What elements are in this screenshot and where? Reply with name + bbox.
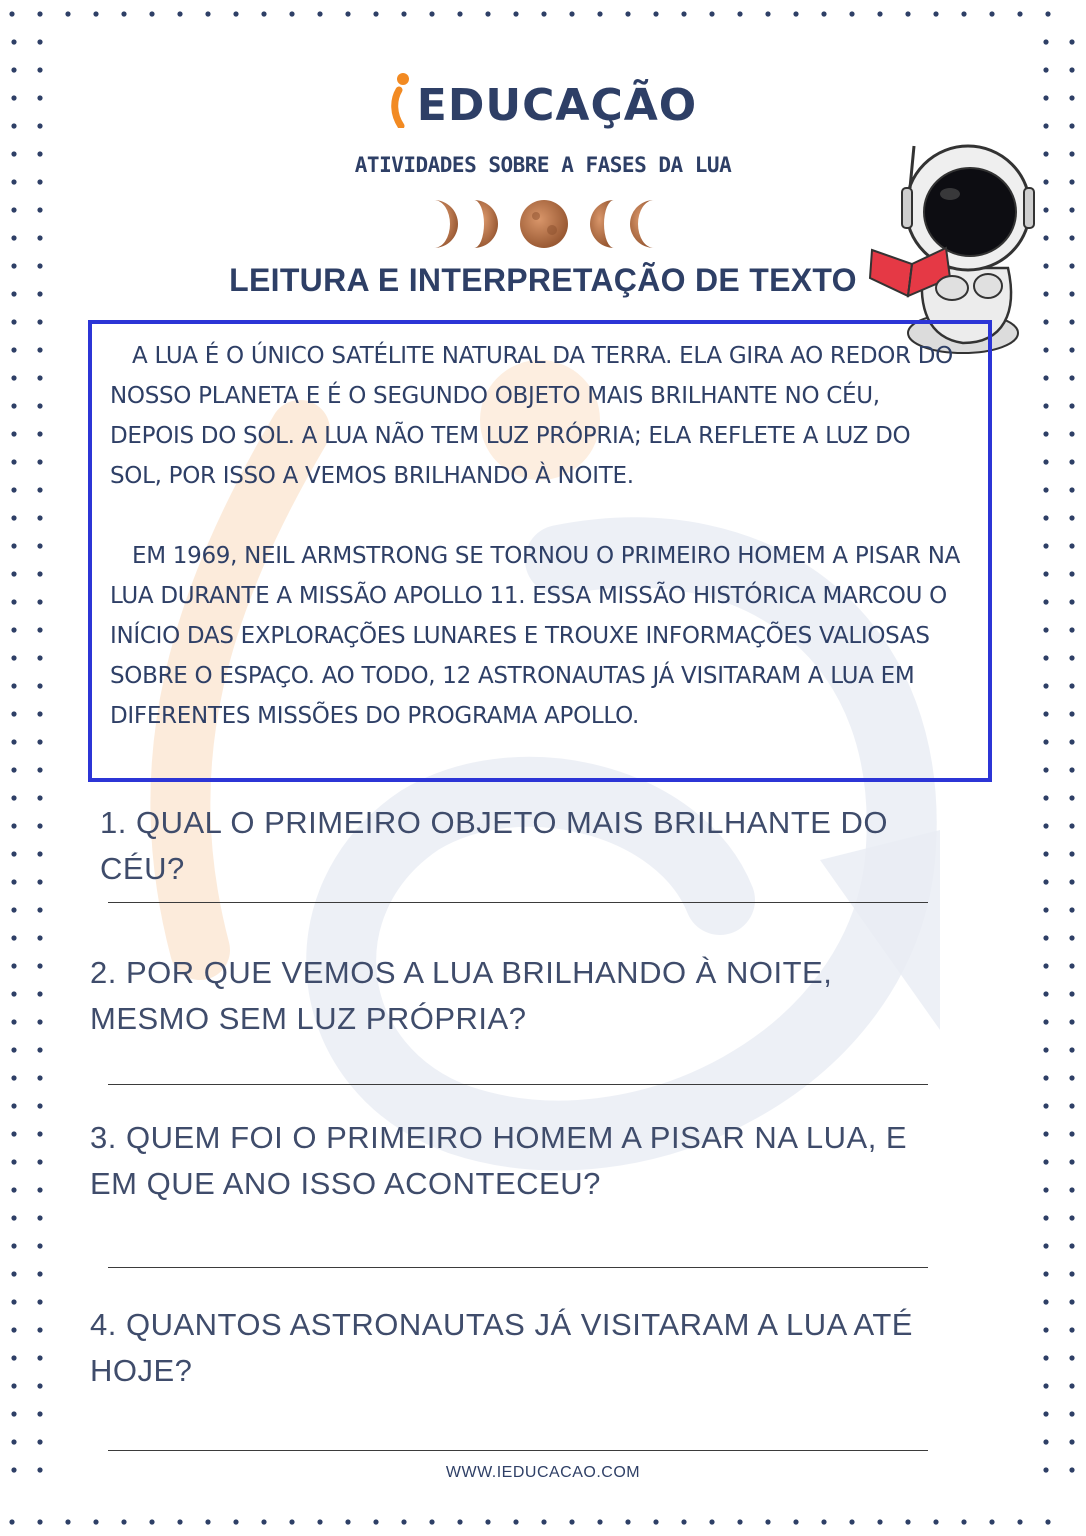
logo-text: EDUCAÇÃO	[416, 80, 698, 131]
reading-text-box	[88, 320, 992, 782]
reading-paragraph-1: A LUA É O ÚNICO SATÉLITE NATURAL DA TERRA. ELA GIRA AO REDOR DO NOSSO PLANETA E É O SEGUNDO OBJETO MAIS BRILHANTE NO CÉU, DEPOIS DO SOL. A LUA NÃO TEM LUZ PRÓPRIA; ELA REFLETE A LUZ DO SOL, POR ISSO A VEMOS BRILHANDO À NOITE.	[110, 343, 953, 489]
question-4: 4. QUANTOS ASTRONAUTAS JÁ VISITARAM A LUA ATÉ HOJE?	[90, 1307, 913, 1388]
question-2: 2. POR QUE VEMOS A LUA BRILHANDO À NOITE, MESMO SEM LUZ PRÓPRIA?	[90, 955, 833, 1036]
logo-i-icon	[389, 72, 415, 128]
waxing-gibbous-icon	[474, 200, 498, 248]
waning-crescent-icon	[630, 200, 654, 248]
waxing-crescent-icon	[434, 200, 458, 248]
waning-gibbous-icon	[590, 200, 614, 248]
question-1: 1. QUAL O PRIMEIRO OBJETO MAIS BRILHANTE DO CÉU?	[100, 805, 889, 886]
moon-phases-icon	[428, 198, 660, 250]
brand-logo	[0, 72, 1086, 132]
answer-line-1[interactable]	[108, 902, 928, 903]
answer-line-3[interactable]	[108, 1267, 928, 1268]
page-subtitle: ATIVIDADES SOBRE A FASES DA LUA	[354, 153, 732, 177]
question-3: 3. QUEM FOI O PRIMEIRO HOMEM A PISAR NA LUA, E EM QUE ANO ISSO ACONTECEU?	[90, 1120, 908, 1201]
footer-url: WWW.IEDUCACAO.COM	[445, 1464, 641, 1481]
answer-line-4[interactable]	[108, 1450, 928, 1451]
full-moon-icon	[520, 200, 568, 248]
section-heading: LEITURA E INTERPRETAÇÃO DE TEXTO	[229, 262, 857, 298]
answer-line-2[interactable]	[108, 1084, 928, 1085]
reading-paragraph-2: EM 1969, NEIL ARMSTRONG SE TORNOU O PRIMEIRO HOMEM A PISAR NA LUA DURANTE A MISSÃO APOLLO 11. ESSA MISSÃO HISTÓRICA MARCOU O INÍCIO DAS EXPLORAÇÕES LUNARES E TROUXE INFORMAÇÕES VALIOSAS SOBRE O ESPAÇO. AO TODO, 12 ASTRONAUTAS JÁ VISITARAM A LUA EM DIFERENTES MISSÕES DO PROGRAMA APOLLO.	[110, 543, 961, 729]
